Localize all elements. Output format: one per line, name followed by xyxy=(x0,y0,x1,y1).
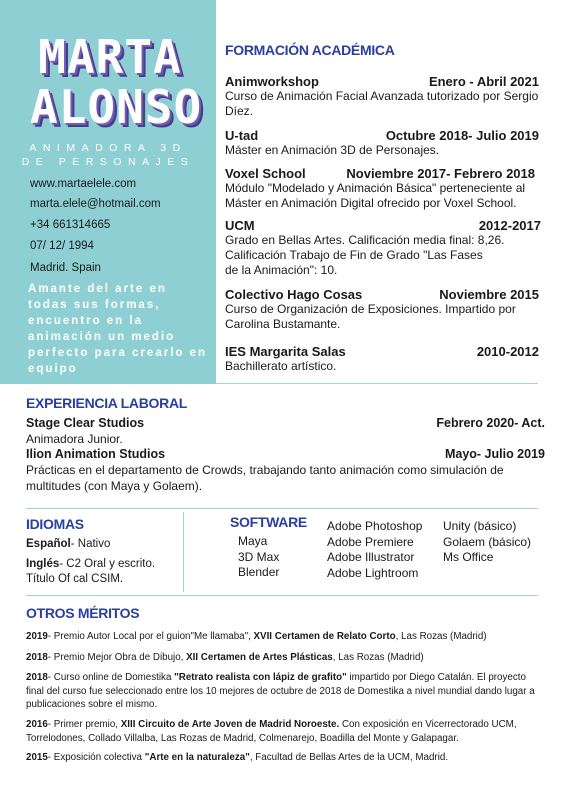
experience-item-header xyxy=(26,416,545,430)
education-desc-line3: de la Animación": 10. xyxy=(225,263,338,277)
education-item-header xyxy=(225,166,539,181)
education-item-header xyxy=(225,218,539,233)
education-item-header xyxy=(225,74,539,89)
merit-text: - Premio Mejor Obra de Dibujo, xyxy=(47,652,187,663)
education-school: Colectivo Hago Cosas xyxy=(225,287,363,302)
software-item: Ms Office xyxy=(443,550,494,565)
language-spanish xyxy=(26,537,176,552)
education-school: Voxel School xyxy=(225,166,306,181)
website-link[interactable]: www.martaelele.com xyxy=(30,178,137,190)
merit-year: 2015 xyxy=(26,752,48,763)
merit-year: 2016 xyxy=(26,719,48,730)
education-item-header xyxy=(225,128,539,143)
divider xyxy=(26,595,538,596)
merit-highlight: XIII Circuito de Arte Joven de Madrid Noroeste. xyxy=(120,719,340,730)
education-desc: Módulo "Modelado y Animación Básica" perteneciente al Máster en Animación Digital ofrecido por Voxel School. xyxy=(225,181,526,210)
merit-item xyxy=(26,751,546,765)
experience-item-header xyxy=(26,447,545,461)
experience-desc: Prácticas en el departamento de Crowds, trabajando tanto animación como simulación de multitudes (con Maya y Golaem). xyxy=(26,463,504,493)
software-heading: SOFTWARE xyxy=(230,514,307,530)
merit-text: - Exposición colectiva xyxy=(47,752,145,763)
software-item: Golaem (básico) xyxy=(443,534,532,549)
language-level: - C2 Oral y escrito. xyxy=(59,558,156,570)
merit-text: - Primer premio, xyxy=(47,719,121,730)
education-school: UCM xyxy=(225,218,255,233)
education-desc: Curso de Animación Facial Avanzada tutorizado por Sergio Díez. xyxy=(225,89,539,118)
education-desc: Bachillerato artístico. xyxy=(225,359,337,373)
merit-tail: impartido por Diego Catalán. El proyecto final del curso fue seleccionado entre los 10 mejores de octubre de 2018 de Domestika a nivel mundial dando lugar a publicaciones sobre el mismo. xyxy=(26,672,535,710)
education-date: 2012-2017 xyxy=(478,218,541,233)
experience-company: Stage Clear Studios xyxy=(26,416,145,430)
merit-tail: , Facultad de Bellas Artes de la UCM, Madrid. xyxy=(249,752,449,763)
location: Madrid. Spain xyxy=(30,262,101,274)
software-item: 3D Max xyxy=(238,549,280,564)
email-link[interactable]: marta.elele@hotmail.com xyxy=(30,198,161,210)
education-school: U-tad xyxy=(225,128,259,143)
birthdate: 07/ 12/ 1994 xyxy=(30,240,94,252)
experience-heading: EXPERIENCIA LABORAL xyxy=(26,395,188,411)
merit-text: - Premio Autor Local por el guion"Me llamaba", xyxy=(47,631,254,642)
name-first: MARTA xyxy=(38,30,182,84)
software-item: Adobe Premiere xyxy=(327,534,414,549)
education-desc-line2: Calificación Trabajo de Fin de Grado "Las Fases xyxy=(225,248,483,262)
language-name: Inglés xyxy=(26,558,60,570)
software-item: Maya xyxy=(238,534,268,548)
software-col-other xyxy=(443,519,531,566)
education-school: Animworkshop xyxy=(225,74,319,89)
education-item-header xyxy=(225,287,539,302)
role-line-1: ANIMADORA 3D xyxy=(29,142,187,154)
merit-item xyxy=(26,630,546,644)
divider xyxy=(26,508,538,509)
education-desc: Máster en Animación 3D de Personajes. xyxy=(225,143,440,157)
software-item: Adobe Photoshop xyxy=(327,519,423,533)
merit-year: 2018 xyxy=(26,652,48,663)
education-date: Noviembre 2015 xyxy=(439,287,539,302)
language-english xyxy=(26,557,176,572)
merit-highlight: "Arte en la naturaleza" xyxy=(144,752,250,763)
software-col-3d xyxy=(238,534,279,581)
software-item: Adobe Lightroom xyxy=(327,566,419,581)
software-item: Unity (básico) xyxy=(443,519,517,533)
experience-date: Mayo- Julio 2019 xyxy=(444,447,545,461)
education-date: Enero - Abril 2021 xyxy=(428,74,539,89)
merit-tail: , Las Rozas (Madrid) xyxy=(395,631,487,642)
education-school: IES Margarita Salas xyxy=(225,344,346,359)
software-col-adobe xyxy=(327,519,422,582)
experience-desc: Animadora Junior. xyxy=(26,432,123,446)
merit-highlight: "Retrato realista con lápiz de grafito" xyxy=(174,672,347,683)
merit-highlight: XVII Certamen de Relato Corto xyxy=(253,631,396,642)
language-level: - Nativo xyxy=(70,538,111,550)
merit-tail: Con exposición en Vicerrectorado UCM, Torrelodones, Collado Villalba, Las Rozas de Madrid, Colmenarejo, Boadilla del Monte y Galapagar. xyxy=(26,719,517,744)
software-item: Adobe Illustrator xyxy=(327,550,415,565)
phone-number: +34 661314665 xyxy=(30,219,111,231)
merit-item xyxy=(26,651,546,665)
education-date: Noviembre 2017- Febrero 2018 xyxy=(346,166,535,181)
education-date: Octubre 2018- Julio 2019 xyxy=(385,128,539,143)
column-divider xyxy=(183,512,184,592)
software-item: Blender xyxy=(238,565,280,580)
language-certificate: Título Of cal CSIM. xyxy=(26,573,124,585)
experience-date: Febrero 2020- Act. xyxy=(436,416,545,430)
name-last: ALONSO xyxy=(30,80,203,134)
experience-company: Ilion Animation Studios xyxy=(26,447,166,461)
merit-item xyxy=(26,718,546,745)
role-line-2: DE PERSONAJES xyxy=(21,156,195,168)
merit-text: - Curso online de Domestika xyxy=(47,672,175,683)
divider xyxy=(216,383,538,384)
education-date: 2010-2012 xyxy=(476,344,539,359)
merits-heading: OTROS MÉRITOS xyxy=(26,605,140,621)
merit-year: 2019 xyxy=(26,631,48,642)
merit-item xyxy=(26,671,546,712)
education-desc: Grado en Bellas Artes. Calificación media final: 8,26. xyxy=(225,233,505,247)
languages-heading: IDIOMAS xyxy=(26,516,84,532)
education-heading: FORMACIÓN ACADÉMICA xyxy=(225,42,395,58)
personal-motto: Amante del arte en todas sus formas, encuentro en la animación un medio perfecto para crearlo en equipo xyxy=(28,283,208,375)
merit-highlight: XII Certamen de Artes Plásticas xyxy=(186,652,333,663)
merit-tail: , Las Rozas (Madrid) xyxy=(332,652,424,663)
merit-year: 2018 xyxy=(26,672,48,683)
language-name: Español xyxy=(26,538,71,550)
education-item-header xyxy=(225,344,539,359)
education-desc: Curso de Organización de Exposiciones. Impartido por Carolina Bustamante. xyxy=(225,302,516,331)
